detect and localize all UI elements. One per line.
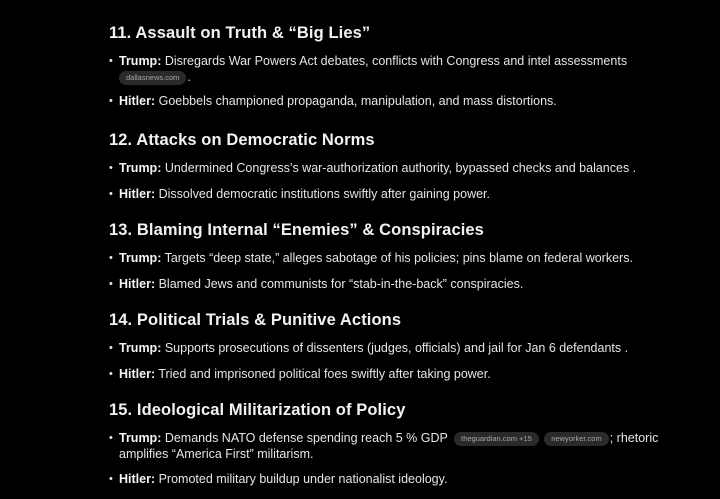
- bullet-list: [109, 53, 669, 109]
- list-item: [109, 186, 669, 202]
- speaker-label: Hitler:: [119, 277, 156, 291]
- citation-chip[interactable]: newyorker.com: [544, 432, 608, 446]
- list-item: [109, 53, 669, 85]
- item-text: Undermined Congress’s war-authorization authority, bypassed checks and balances .: [161, 161, 637, 175]
- speaker-label: Hitler:: [119, 187, 156, 201]
- speaker-label: Trump:: [119, 251, 162, 265]
- bullet-list: [109, 340, 669, 382]
- item-text: Blamed Jews and communists for “stab-in-the-back” conspiracies.: [155, 277, 524, 291]
- item-tail: .: [187, 70, 191, 84]
- section-13: [109, 220, 669, 302]
- bullet-list: [109, 430, 669, 487]
- speaker-label: Hitler:: [119, 472, 156, 486]
- section-heading: 15. Ideological Militarization of Policy: [109, 401, 406, 419]
- speaker-label: Hitler:: [119, 94, 156, 108]
- section-12: [109, 130, 669, 212]
- section-heading: 13. Blaming Internal “Enemies” & Conspiracies: [109, 221, 484, 239]
- list-item: [109, 366, 669, 382]
- section-14: [109, 310, 669, 392]
- item-text: Disregards War Powers Act debates, conflicts with Congress and intel assessments: [161, 54, 628, 68]
- list-item: [109, 276, 669, 292]
- section-heading: 12. Attacks on Democratic Norms: [109, 131, 375, 149]
- speaker-label: Trump:: [119, 341, 162, 355]
- item-text: Promoted military buildup under nationalist ideology.: [155, 472, 448, 486]
- speaker-label: Hitler:: [119, 367, 156, 381]
- section-11: [109, 23, 669, 119]
- list-item: [109, 93, 669, 109]
- item-text: Demands NATO defense spending reach 5 % GDP: [161, 431, 452, 445]
- section-heading: 11. Assault on Truth & “Big Lies”: [109, 24, 371, 42]
- list-item: [109, 430, 669, 462]
- citation-chip[interactable]: dallasnews.com: [119, 71, 186, 85]
- item-text: Supports prosecutions of dissenters (judges, officials) and jail for Jan 6 defendants .: [161, 341, 629, 355]
- item-text: Targets “deep state,” alleges sabotage of his policies; pins blame on federal workers.: [161, 251, 633, 265]
- bullet-list: [109, 160, 669, 202]
- citation-chip[interactable]: theguardian.com +15: [454, 432, 539, 446]
- section-heading: 14. Political Trials & Punitive Actions: [109, 311, 402, 329]
- list-item: [109, 160, 669, 176]
- item-text: Dissolved democratic institutions swiftly after gaining power.: [155, 187, 490, 201]
- item-text: Tried and imprisoned political foes swiftly after taking power.: [155, 367, 491, 381]
- speaker-label: Trump:: [119, 431, 162, 445]
- item-tail: ; rhetoric amplifies “America First” militarism.: [119, 431, 659, 461]
- section-15: [109, 400, 669, 497]
- bullet-list: [109, 250, 669, 292]
- list-item: [109, 250, 669, 266]
- list-item: [109, 471, 669, 487]
- list-item: [109, 340, 669, 356]
- item-text: Goebbels championed propaganda, manipulation, and mass distortions.: [155, 94, 557, 108]
- speaker-label: Trump:: [119, 54, 162, 68]
- speaker-label: Trump:: [119, 161, 162, 175]
